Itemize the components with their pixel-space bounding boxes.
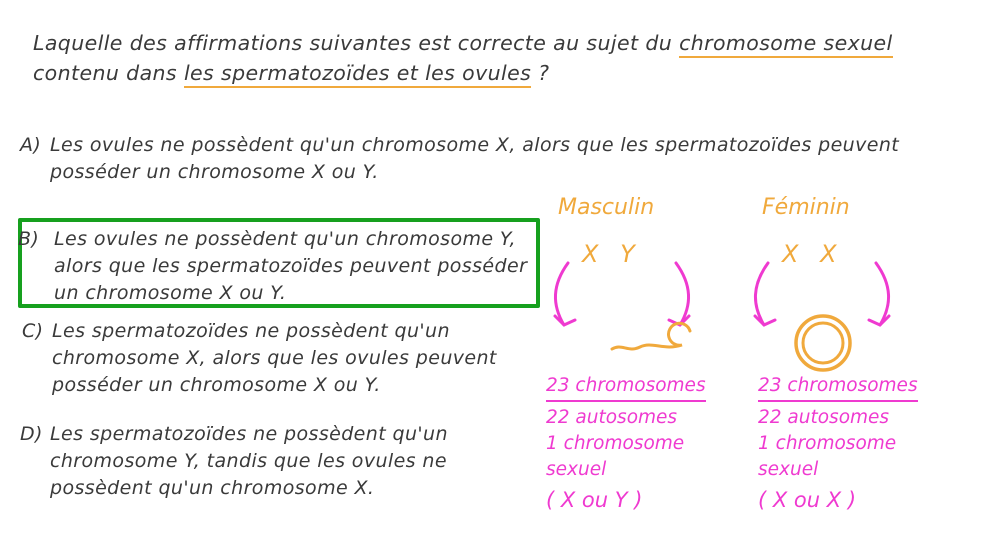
- option-c-label: Les spermatozoïdes ne possèdent qu'un chromosome X, alors que les ovules peuvent posséder un chromosome X ou Y.: [52, 320, 497, 396]
- option-d-tag: D): [20, 423, 43, 445]
- question-text: [33, 28, 978, 88]
- question-mark: ?: [531, 61, 550, 85]
- male-possible-chromosomes: ( X ou Y ): [546, 488, 643, 512]
- option-a[interactable]: [20, 132, 980, 186]
- male-left-arrow-head: [555, 316, 575, 325]
- female-right-arrow-head: [869, 316, 889, 325]
- female-right-arrow-curve: [876, 263, 889, 325]
- question-line-2: [33, 58, 978, 88]
- option-a-label: Les ovules ne possèdent qu'un chromosome X, alors que les spermatozoïdes peuvent posséder un chromosome X ou Y.: [50, 134, 900, 183]
- male-right-arrow-curve: [676, 263, 689, 325]
- male-chromosomes: X Y: [582, 240, 642, 268]
- female-sex-chromosome-line1: 1 chromosome: [758, 433, 897, 454]
- sperm-icon: [612, 323, 690, 349]
- option-d[interactable]: [20, 421, 550, 502]
- option-b[interactable]: [18, 226, 536, 307]
- question-line-1: [33, 28, 978, 58]
- option-d-label: Les spermatozoïdes ne possèdent qu'un chromosome Y, tandis que les ovules ne possèdent qu'un chromosome X.: [50, 423, 448, 499]
- option-b-label: Les ovules ne possèdent qu'un chromosome Y, alors que les spermatozoïdes peuvent posséder un chromosome X ou Y.: [54, 228, 528, 304]
- chromosome-diagram: [530, 185, 990, 545]
- male-sex-chromosome-line2: sexuel: [546, 459, 607, 480]
- option-b-tag: B): [18, 228, 40, 250]
- question-line-1-text: Laquelle des affirmations suivantes est correcte au sujet du: [33, 31, 680, 55]
- female-possible-chromosomes: ( X ou X ): [758, 488, 857, 512]
- question-line-2-text: contenu dans: [33, 61, 184, 85]
- option-c[interactable]: [22, 318, 542, 399]
- female-chromosomes: X X: [782, 240, 844, 268]
- male-autosomes: 22 autosomes: [546, 407, 678, 428]
- question-underline-gametes: les spermatozoïdes et les ovules: [184, 61, 531, 88]
- option-c-tag: C): [22, 320, 44, 342]
- question-underline-chromosome-sexuel: chromosome sexuel: [679, 31, 893, 58]
- male-left-arrow-curve: [555, 263, 568, 325]
- male-total-chromosomes: 23 chromosomes: [546, 373, 706, 402]
- male-sex-chromosome-line1: 1 chromosome: [546, 433, 685, 454]
- option-a-tag: A): [20, 134, 42, 156]
- ovum-inner-circle: [803, 323, 843, 363]
- female-left-arrow-curve: [755, 263, 768, 325]
- female-total-chromosomes: 23 chromosomes: [758, 373, 918, 402]
- male-label: Masculin: [558, 195, 655, 220]
- female-stats: [758, 373, 918, 513]
- female-label: Féminin: [762, 195, 850, 220]
- female-autosomes: 22 autosomes: [758, 407, 890, 428]
- female-sex-chromosome-line2: sexuel: [758, 459, 819, 480]
- male-stats: [546, 373, 706, 513]
- female-left-arrow-head: [755, 316, 775, 325]
